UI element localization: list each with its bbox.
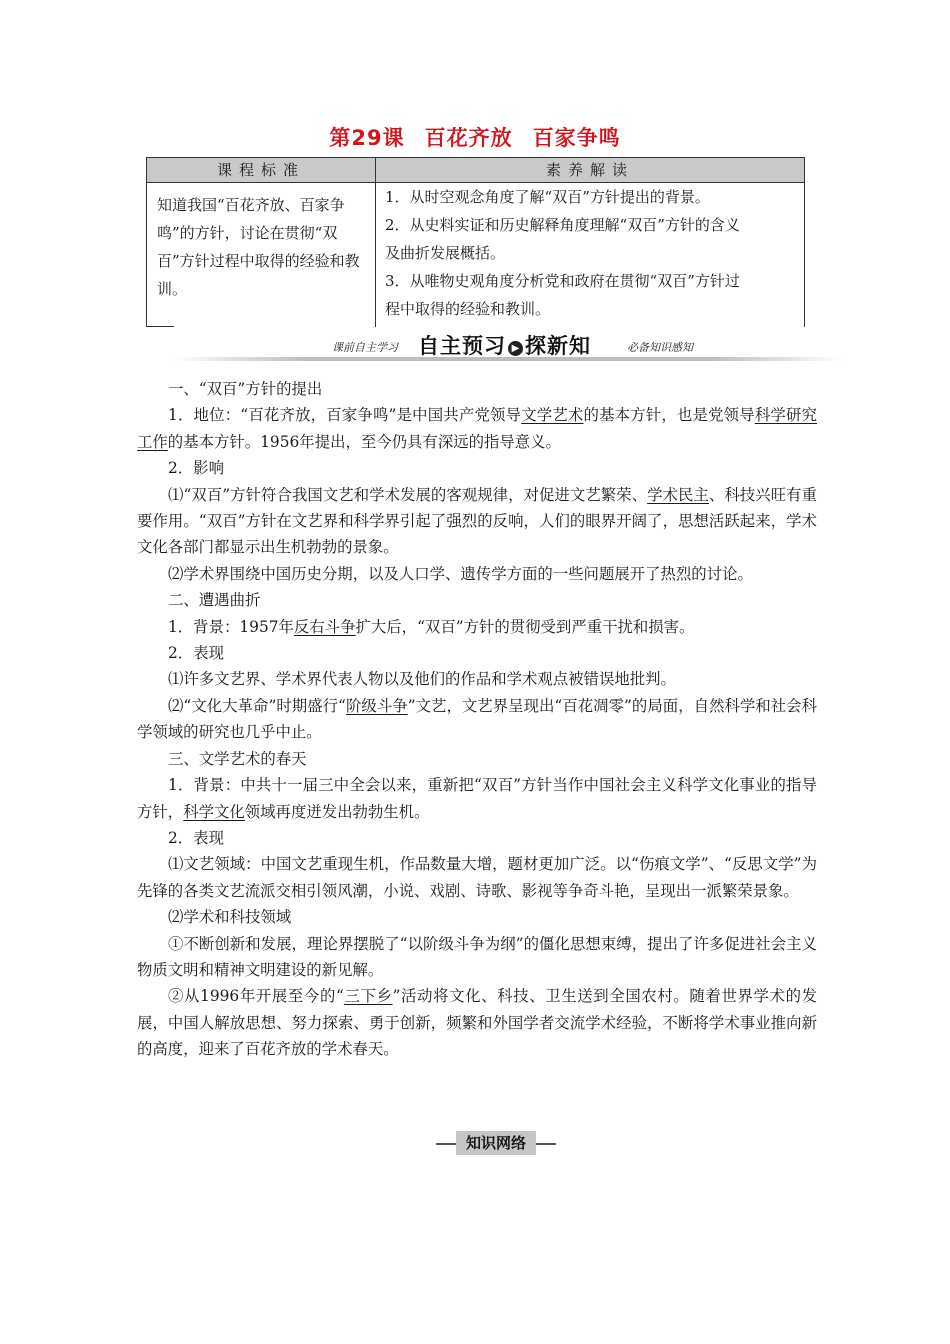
- tag-line-left: [436, 1143, 456, 1145]
- lesson-title-part1: 百花齐放: [424, 126, 513, 150]
- paragraph: ⑴许多文艺界、学术界代表人物以及他们的作品和学术观点被错误地批判。: [168, 670, 676, 689]
- section-heading: 三、文学艺术的春天: [168, 749, 307, 768]
- paragraph: ⑴文艺领域：中国文艺重现生机，作品数量大增，题材更加广泛。以“伤痕文学”、“反思文学”为先锋的各类文艺流派交相引领风潮，小说、戏剧、诗歌、影视等争奇斗艳，呈现出一派繁荣景象。: [137, 855, 817, 900]
- lesson-title-part2: 百家争鸣: [532, 126, 621, 150]
- banner-title-right: 探新知: [525, 334, 591, 358]
- key-term: 反右斗争: [293, 617, 356, 636]
- paragraph: 2．影响: [168, 459, 224, 478]
- header-course-standard: 课程标准: [146, 157, 376, 183]
- course-standard-text: 知道我国“百花齐放、百家争鸣”的方针，讨论在贯彻“双百”方针过程中取得的经验和教训。: [146, 182, 376, 327]
- key-term: 阶级斗争: [345, 696, 408, 715]
- lesson-number: 第29课: [329, 126, 405, 150]
- paragraph: ⑵学术界围绕中国历史分期，以及人口学、遗传学方面的一些问题展开了热烈的讨论。: [168, 564, 753, 583]
- paragraph: ②从1996年开展至今的“三下乡”活动将文化、科技、卫生送到全国农村。随着世界学术的发展，中国人解放思想、努力探索、勇于创新，频繁和外国学者交流学术经验，不断将学术事业推向新的高度，迎来了百花齐放的学术春天。: [137, 987, 817, 1059]
- literacy-item-2-cont: 及曲折发展概括。: [385, 244, 506, 262]
- literacy-item-1: 1．从时空观念角度了解“双百”方针提出的背景。: [385, 188, 710, 206]
- paragraph: ⑵学术和科技领域: [168, 908, 292, 927]
- paragraph: 1．地位：“百花齐放，百家争鸣”是中国共产党领导文学艺术的基本方针，也是党领导科学研究工作的基本方针。1956年提出，至今仍具有深远的指导意义。: [137, 406, 817, 451]
- key-term: 科学文化: [183, 802, 245, 821]
- banner-title: [418, 330, 591, 360]
- literacy-list: [375, 182, 805, 327]
- key-term: 文学艺术: [521, 406, 584, 425]
- key-term: 学术民主: [647, 485, 709, 504]
- banner-right-caption: 必备知识感知: [627, 341, 693, 354]
- table-bottom-stub: [146, 326, 174, 327]
- literacy-item-2: 2．从史料实证和历史解释角度理解“双百”方针的含义: [385, 216, 740, 234]
- main-content: [137, 376, 817, 1063]
- paragraph: ⑵“文化大革命”时期盛行“阶级斗争”文艺，文艺界呈现出“百花凋零”的局面，自然科学和社会科学领域的研究也几乎中止。: [137, 696, 817, 742]
- literacy-item-3-cont: 程中取得的经验和教训。: [385, 300, 551, 318]
- paragraph: ①不断创新和发展，理论界摆脱了“以阶级斗争为纲”的僵化思想束缚，提出了许多促进社会主义物质文明和精神文明建设的新见解。: [137, 934, 817, 979]
- literacy-item-3: 3．从唯物史观角度分析党和政府在贯彻“双百”方针过: [385, 272, 740, 290]
- section-heading: 一、“双百”方针的提出: [168, 380, 323, 398]
- paragraph: 1．背景：1957年反右斗争扩大后，“双百”方针的贯彻受到严重干扰和损害。: [168, 617, 695, 636]
- page-title: [0, 122, 950, 152]
- section-heading: 二、遭遇曲折: [168, 591, 261, 610]
- knowledge-network-label: 知识网络: [456, 1131, 536, 1155]
- arrow-right-icon: ▶: [508, 341, 523, 356]
- banner-title-left: 自主预习: [418, 334, 506, 358]
- section-banner: [172, 330, 844, 366]
- knowledge-network-tag: [436, 1131, 556, 1157]
- key-term: 科学研究工作: [137, 406, 817, 451]
- banner-left-caption: 课前自主学习: [332, 341, 398, 354]
- paragraph: 1．背景：中共十一届三中全会以来，重新把“双百”方针当作中国社会主义科学文化事业的指导方针，科学文化领域再度迸发出勃勃生机。: [137, 776, 817, 821]
- paragraph: 2．表现: [168, 828, 224, 847]
- paragraph: 2．表现: [168, 644, 224, 663]
- standards-table: [146, 157, 805, 327]
- header-literacy-interpretation: 素养解读: [375, 157, 805, 183]
- paragraph: ⑴“双百”方针符合我国文艺和学术发展的客观规律，对促进文艺繁荣、学术民主、科技兴旺有重要作用。“双百”方针在文艺界和科学界引起了强烈的反响，人们的眼界开阔了，思想活跃起来，学术文化各部门都显示出生机勃勃的景象。: [137, 485, 817, 557]
- key-term: 三下乡: [343, 987, 393, 1006]
- tag-line-right: [536, 1143, 556, 1145]
